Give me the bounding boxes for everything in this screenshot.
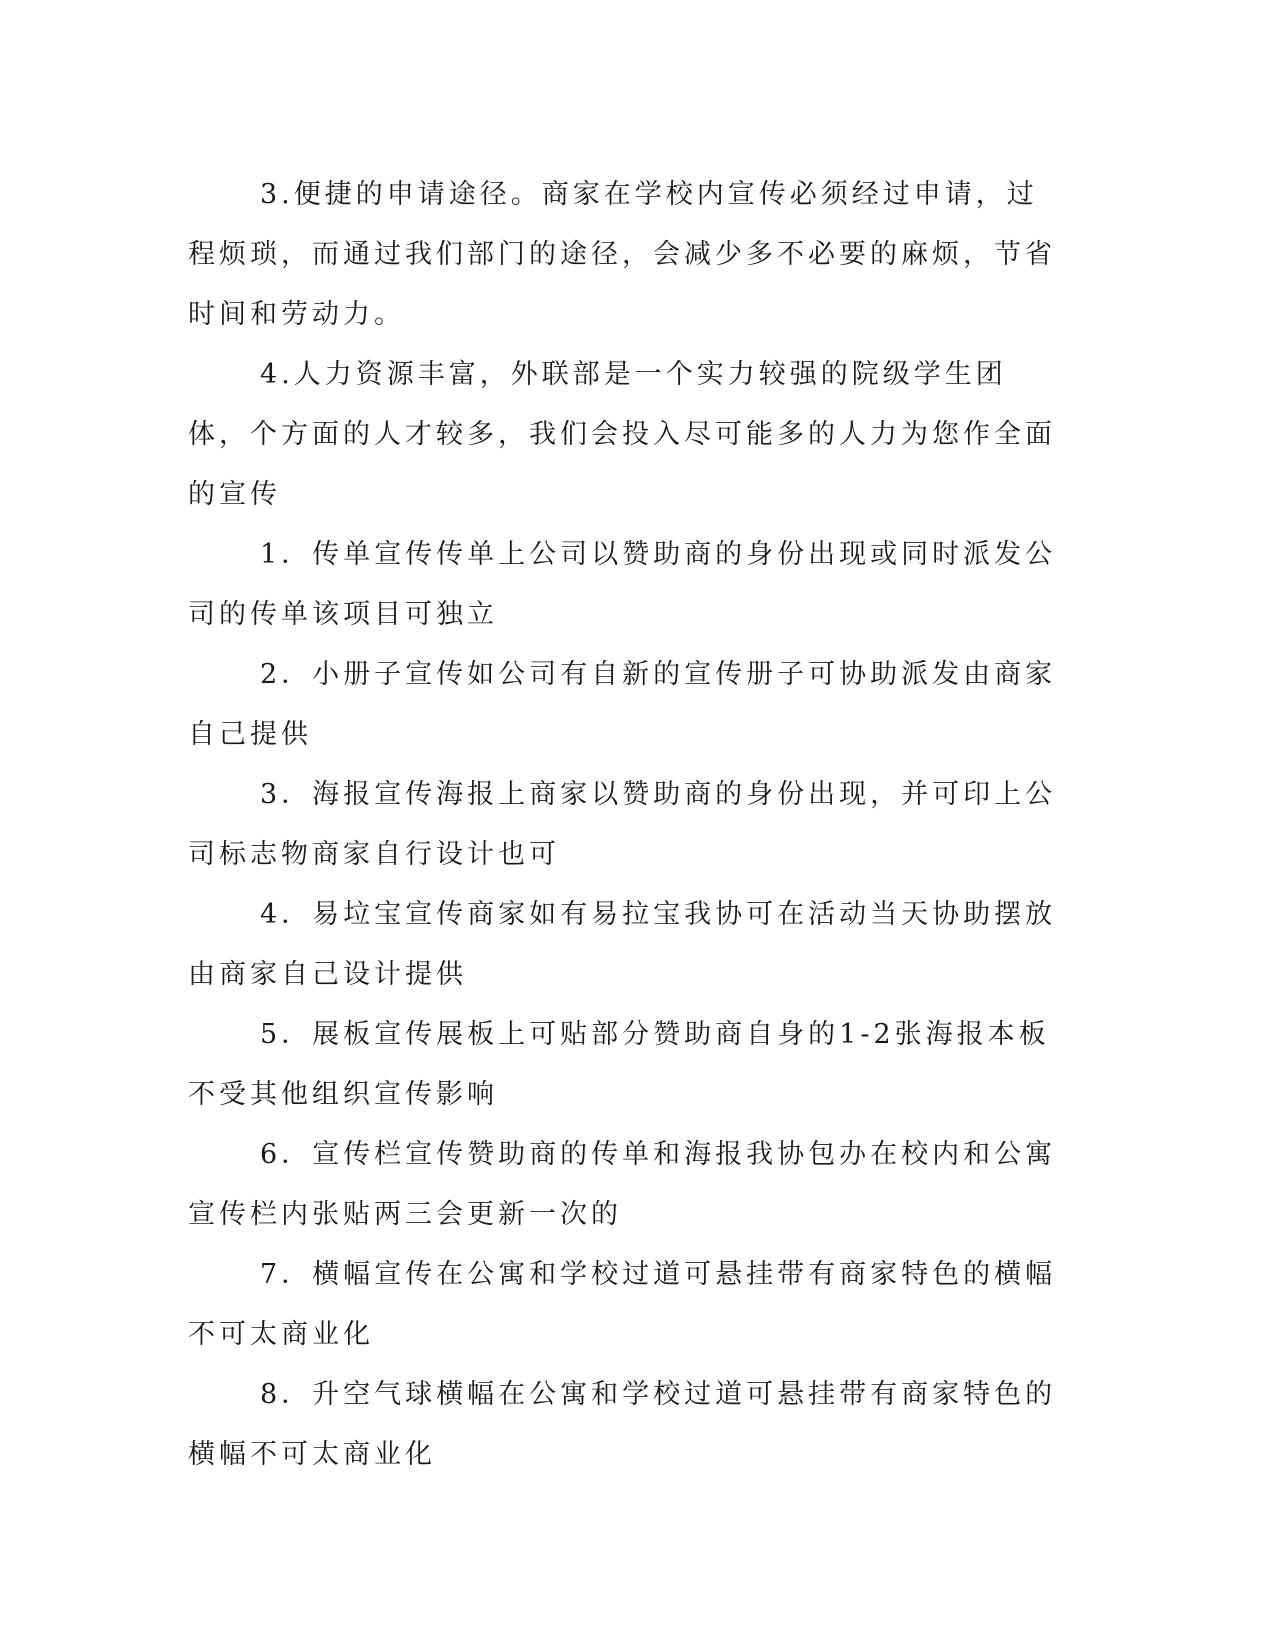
list-item-brochure-promotion: 2．小册子宣传如公司有自新的宣传册子可协助派发由商家自己提供 bbox=[188, 659, 1057, 750]
document-body bbox=[188, 165, 1068, 1485]
list-item-display-board-promotion: 5．展板宣传展板上可贴部分赞助商自身的1-2张海报本板不受其他组织宣传影响 bbox=[188, 1019, 1050, 1110]
list-item-rollup-banner-promotion: 4．易垃宝宣传商家如有易拉宝我协可在活动当天协助摆放由商家自己设计提供 bbox=[188, 899, 1057, 990]
list-item-bulletin-board-promotion: 6．宣传栏宣传赞助商的传单和海报我协包办在校内和公寓宣传栏内张贴两三会更新一次的 bbox=[188, 1139, 1057, 1230]
list-item-flyer-promotion: 1．传单宣传传单上公司以赞助商的身份出现或同时派发公司的传单该项目可独立 bbox=[188, 539, 1057, 630]
paragraph-human-resources: 4.人力资源丰富，外联部是一个实力较强的院级学生团体，个方面的人才较多，我们会投入尽可能多的人力为您作全面的宣传 bbox=[188, 359, 1056, 510]
list-item-poster-promotion: 3．海报宣传海报上商家以赞助商的身份出现，并可印上公司标志物商家自行设计也可 bbox=[188, 779, 1057, 870]
list-item-banner-promotion: 7．横幅宣传在公寓和学校过道可悬挂带有商家特色的横幅不可太商业化 bbox=[188, 1259, 1057, 1350]
list-item-balloon-banner-promotion: 8．升空气球横幅在公寓和学校过道可悬挂带有商家特色的横幅不可太商业化 bbox=[188, 1379, 1057, 1470]
paragraph-convenient-application: 3.便捷的申请途径。商家在学校内宣传必须经过申请，过程烦琐，而通过我们部门的途径，会减少多不必要的麻烦，节省时间和劳动力。 bbox=[188, 179, 1056, 330]
